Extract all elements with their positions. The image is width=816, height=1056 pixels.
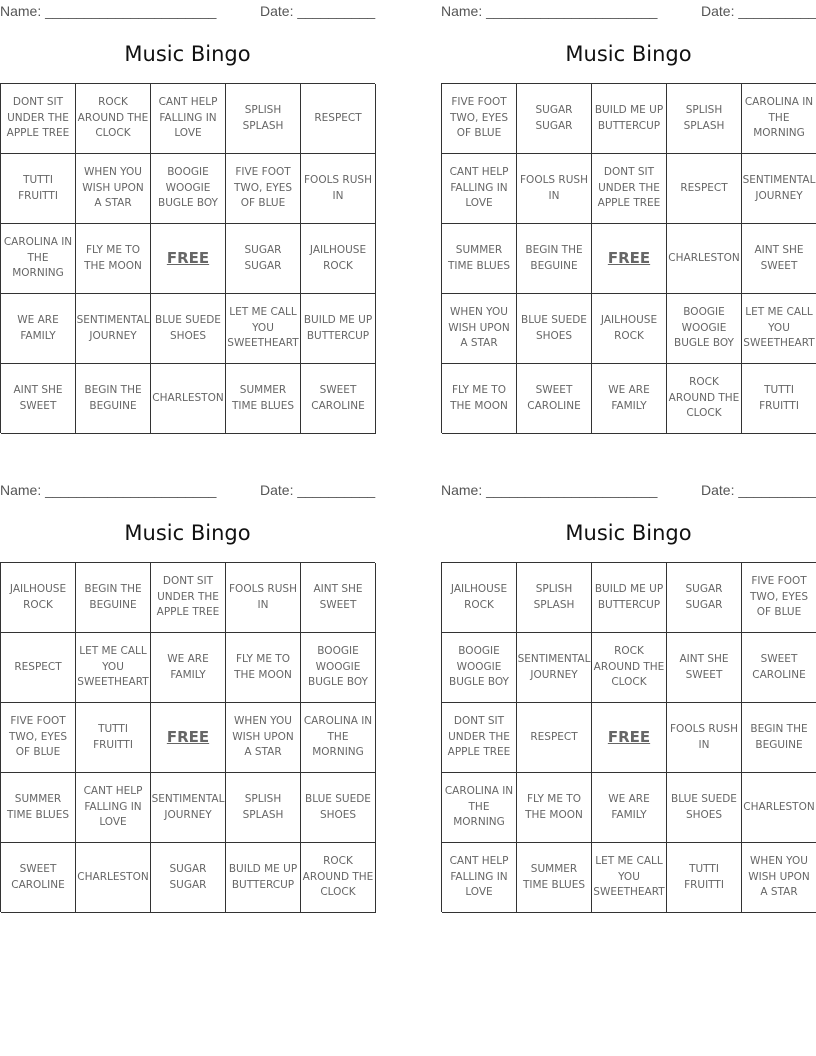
card-header <box>0 0 375 22</box>
date-field-label: Date: __________ <box>260 482 376 498</box>
bingo-cell: FOOLS RUSH IN <box>517 154 592 224</box>
bingo-card-1 <box>0 0 376 412</box>
card-title: Music Bingo <box>565 521 692 545</box>
bingo-cell: SUGAR SUGAR <box>667 563 742 633</box>
bingo-cell: CANT HELP FALLING IN LOVE <box>442 154 517 224</box>
name-field-label: Name: ______________________ <box>441 482 658 498</box>
bingo-cell: RESPECT <box>667 154 742 224</box>
bingo-cell: BLUE SUEDE SHOES <box>667 773 742 843</box>
bingo-cell: CANT HELP FALLING IN LOVE <box>76 773 151 843</box>
bingo-cell: WHEN YOU WISH UPON A STAR <box>76 154 151 224</box>
bingo-cell: BUILD ME UP BUTTERCUP <box>301 294 376 364</box>
bingo-cell: CANT HELP FALLING IN LOVE <box>151 84 226 154</box>
bingo-cell: RESPECT <box>517 703 592 773</box>
bingo-cell: SENTIMENTAL JOURNEY <box>76 294 151 364</box>
bingo-cell: CHARLESTON <box>667 224 742 294</box>
name-field-label: Name: ______________________ <box>441 3 658 19</box>
bingo-cell: FOOLS RUSH IN <box>226 563 301 633</box>
bingo-cell: SWEET CAROLINE <box>301 364 376 434</box>
card-title: Music Bingo <box>124 42 251 66</box>
bingo-cell: BUILD ME UP BUTTERCUP <box>592 563 667 633</box>
bingo-cell: BUILD ME UP BUTTERCUP <box>592 84 667 154</box>
bingo-cell: AINT SHE SWEET <box>667 633 742 703</box>
bingo-cell: TUTTI FRUITTI <box>742 364 816 434</box>
bingo-grid <box>441 562 816 912</box>
free-space-cell: FREE <box>592 703 667 773</box>
bingo-cell: BOOGIE WOOGIE BUGLE BOY <box>442 633 517 703</box>
bingo-cell: SPLISH SPLASH <box>517 563 592 633</box>
bingo-cell: BEGIN THE BEGUINE <box>742 703 816 773</box>
bingo-cell: FIVE FOOT TWO, EYES OF BLUE <box>226 154 301 224</box>
bingo-cell: CAROLINA IN THE MORNING <box>1 224 76 294</box>
bingo-cell: SUGAR SUGAR <box>226 224 301 294</box>
bingo-cell: CHARLESTON <box>151 364 226 434</box>
bingo-cell: TUTTI FRUITTI <box>667 843 742 913</box>
bingo-cell: JAILHOUSE ROCK <box>301 224 376 294</box>
bingo-cell: FLY ME TO THE MOON <box>517 773 592 843</box>
bingo-cell: ROCK AROUND THE CLOCK <box>592 633 667 703</box>
bingo-cell: SUGAR SUGAR <box>517 84 592 154</box>
free-space-cell: FREE <box>592 224 667 294</box>
bingo-cell: LET ME CALL YOU SWEETHEART <box>226 294 301 364</box>
date-field-label: Date: __________ <box>701 3 816 19</box>
bingo-cell: FOOLS RUSH IN <box>667 703 742 773</box>
card-header <box>441 0 816 22</box>
bingo-cell: DONT SIT UNDER THE APPLE TREE <box>1 84 76 154</box>
free-space-cell: FREE <box>151 224 226 294</box>
card-header <box>0 479 375 501</box>
bingo-cell: FLY ME TO THE MOON <box>76 224 151 294</box>
bingo-cell: RESPECT <box>301 84 376 154</box>
bingo-cell: FLY ME TO THE MOON <box>226 633 301 703</box>
bingo-grid <box>441 83 816 433</box>
bingo-cell: CANT HELP FALLING IN LOVE <box>442 843 517 913</box>
bingo-cell: WHEN YOU WISH UPON A STAR <box>442 294 517 364</box>
bingo-cell: FOOLS RUSH IN <box>301 154 376 224</box>
bingo-cell: CAROLINA IN THE MORNING <box>742 84 816 154</box>
bingo-cell: WE ARE FAMILY <box>1 294 76 364</box>
bingo-cell: SUMMER TIME BLUES <box>1 773 76 843</box>
bingo-cell: SPLISH SPLASH <box>226 773 301 843</box>
bingo-cell: LET ME CALL YOU SWEETHEART <box>592 843 667 913</box>
bingo-cell: BLUE SUEDE SHOES <box>517 294 592 364</box>
bingo-cell: ROCK AROUND THE CLOCK <box>301 843 376 913</box>
bingo-cell: BUILD ME UP BUTTERCUP <box>226 843 301 913</box>
bingo-cell: CHARLESTON <box>742 773 816 843</box>
free-space-cell: FREE <box>151 703 226 773</box>
bingo-cell: SENTIMENTAL JOURNEY <box>517 633 592 703</box>
bingo-grid <box>0 83 375 433</box>
bingo-card-2 <box>441 0 816 420</box>
bingo-cell: CAROLINA IN THE MORNING <box>301 703 376 773</box>
bingo-cell: FIVE FOOT TWO, EYES OF BLUE <box>1 703 76 773</box>
bingo-cell: AINT SHE SWEET <box>301 563 376 633</box>
bingo-cell: BOOGIE WOOGIE BUGLE BOY <box>151 154 226 224</box>
bingo-cell: ROCK AROUND THE CLOCK <box>667 364 742 434</box>
bingo-cell: WE ARE FAMILY <box>592 773 667 843</box>
bingo-cell: BEGIN THE BEGUINE <box>76 563 151 633</box>
bingo-cell: SPLISH SPLASH <box>667 84 742 154</box>
bingo-cell: TUTTI FRUITTI <box>76 703 151 773</box>
bingo-cell: BEGIN THE BEGUINE <box>76 364 151 434</box>
bingo-cell: BLUE SUEDE SHOES <box>301 773 376 843</box>
date-field-label: Date: __________ <box>701 482 816 498</box>
card-title: Music Bingo <box>565 42 692 66</box>
bingo-cell: SENTIMENTAL JOURNEY <box>742 154 816 224</box>
bingo-cell: FIVE FOOT TWO, EYES OF BLUE <box>742 563 816 633</box>
bingo-cell: FIVE FOOT TWO, EYES OF BLUE <box>442 84 517 154</box>
bingo-cell: BOOGIE WOOGIE BUGLE BOY <box>301 633 376 703</box>
bingo-cell: DONT SIT UNDER THE APPLE TREE <box>151 563 226 633</box>
bingo-cell: SUGAR SUGAR <box>151 843 226 913</box>
bingo-cell: SWEET CAROLINE <box>742 633 816 703</box>
bingo-cell: JAILHOUSE ROCK <box>592 294 667 364</box>
bingo-cell: SPLISH SPLASH <box>226 84 301 154</box>
bingo-cell: WHEN YOU WISH UPON A STAR <box>742 843 816 913</box>
bingo-cell: JAILHOUSE ROCK <box>442 563 517 633</box>
bingo-card-3 <box>0 479 376 899</box>
bingo-cell: JAILHOUSE ROCK <box>1 563 76 633</box>
bingo-cell: TUTTI FRUITTI <box>1 154 76 224</box>
bingo-cell: SENTIMENTAL JOURNEY <box>151 773 226 843</box>
bingo-cell: WE ARE FAMILY <box>151 633 226 703</box>
bingo-cell: LET ME CALL YOU SWEETHEART <box>742 294 816 364</box>
card-title: Music Bingo <box>124 521 251 545</box>
date-field-label: Date: __________ <box>260 3 376 19</box>
bingo-cell: DONT SIT UNDER THE APPLE TREE <box>592 154 667 224</box>
bingo-cell: WHEN YOU WISH UPON A STAR <box>226 703 301 773</box>
bingo-cell: LET ME CALL YOU SWEETHEART <box>76 633 151 703</box>
bingo-cell: RESPECT <box>1 633 76 703</box>
bingo-cell: WE ARE FAMILY <box>592 364 667 434</box>
bingo-cell: DONT SIT UNDER THE APPLE TREE <box>442 703 517 773</box>
card-header <box>441 479 816 501</box>
bingo-cell: SWEET CAROLINE <box>1 843 76 913</box>
bingo-cell: BOOGIE WOOGIE BUGLE BOY <box>667 294 742 364</box>
bingo-cell: CHARLESTON <box>76 843 151 913</box>
bingo-cell: AINT SHE SWEET <box>742 224 816 294</box>
bingo-cell: SUMMER TIME BLUES <box>517 843 592 913</box>
name-field-label: Name: ______________________ <box>0 3 217 19</box>
bingo-cell: SUMMER TIME BLUES <box>226 364 301 434</box>
bingo-cell: AINT SHE SWEET <box>1 364 76 434</box>
bingo-cell: SWEET CAROLINE <box>517 364 592 434</box>
bingo-cell: BLUE SUEDE SHOES <box>151 294 226 364</box>
bingo-cell: BEGIN THE BEGUINE <box>517 224 592 294</box>
bingo-grid <box>0 562 375 912</box>
bingo-cell: ROCK AROUND THE CLOCK <box>76 84 151 154</box>
bingo-cell: CAROLINA IN THE MORNING <box>442 773 517 843</box>
bingo-card-4 <box>441 479 816 899</box>
name-field-label: Name: ______________________ <box>0 482 217 498</box>
bingo-cell: FLY ME TO THE MOON <box>442 364 517 434</box>
bingo-cell: SUMMER TIME BLUES <box>442 224 517 294</box>
